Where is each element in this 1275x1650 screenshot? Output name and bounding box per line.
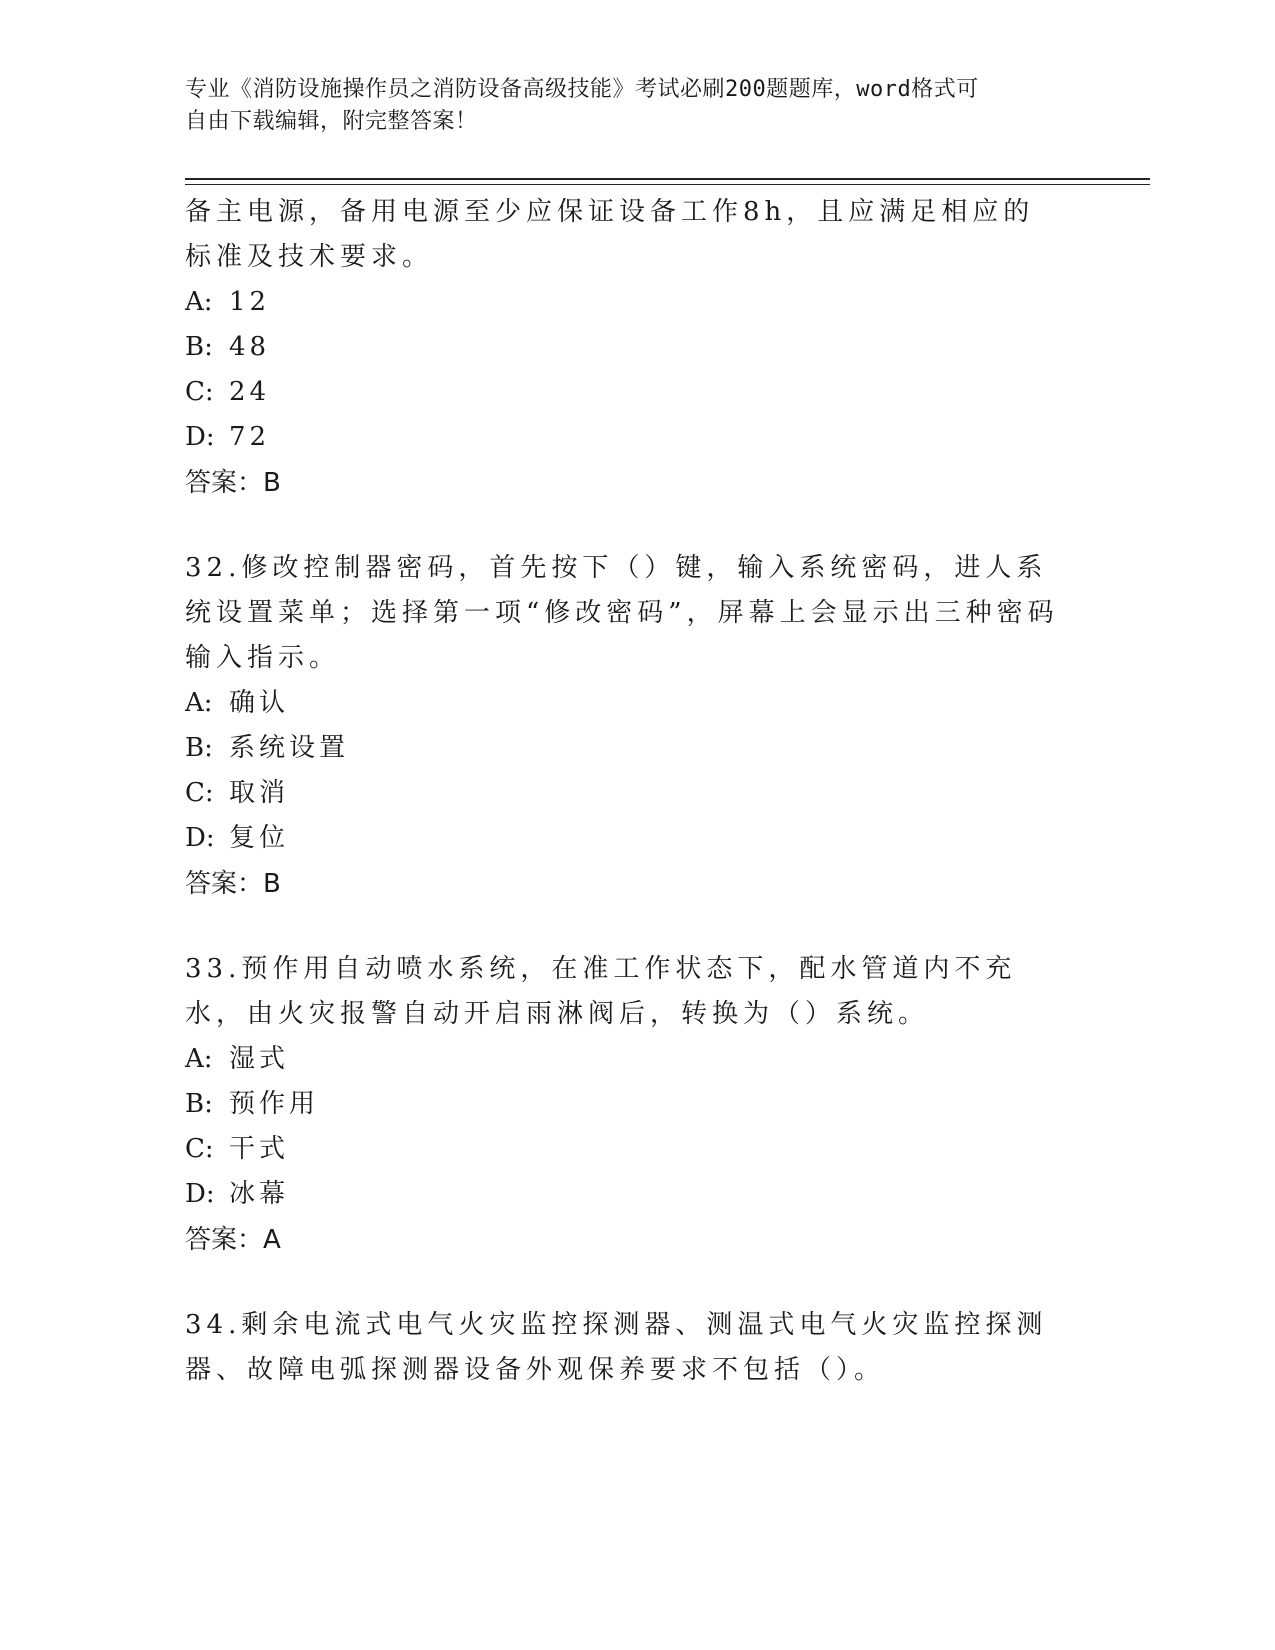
option-c [185, 1127, 1065, 1172]
question-block [185, 190, 1065, 506]
option-b [185, 325, 1065, 370]
option-key: A: [185, 1044, 213, 1074]
question-text: 32.修改控制器密码，首先按下（）键，输入系统密码，进人系统设置菜单；选择第一项“修改密码”，屏幕上会显示出三种密码输入指示。 [185, 553, 1059, 673]
option-value: 冰幕 [229, 1179, 290, 1209]
option-c [185, 370, 1065, 415]
question-text: 备主电源，备用电源至少应保证设备工作8h，且应满足相应的标准及技术要求。 [185, 197, 1035, 272]
option-value: 72 [229, 422, 271, 452]
option-key: C: [185, 377, 214, 407]
answer-line: 答案：A [185, 1225, 281, 1255]
option-a [185, 681, 1065, 726]
option-key: B: [185, 332, 213, 362]
option-key: D: [185, 422, 215, 452]
option-value: 24 [229, 377, 271, 407]
question-text: 34.剩余电流式电气火灾监控探测器、测温式电气火灾监控探测器、故障电弧探测器设备外观保养要求不包括（）。 [185, 1310, 1048, 1385]
option-key: B: [185, 733, 213, 763]
question-block [185, 947, 1065, 1263]
option-key: A: [185, 688, 213, 718]
option-value: 湿式 [229, 1044, 290, 1074]
question-list [185, 190, 1065, 1393]
option-key: A: [185, 287, 213, 317]
option-key: D: [185, 823, 215, 853]
option-value: 预作用 [229, 1089, 320, 1119]
header-rule-thick [185, 178, 1150, 180]
option-b [185, 726, 1065, 771]
answer-line: 答案：B [185, 468, 281, 498]
header-rule-thin [185, 184, 1150, 185]
option-value: 确认 [229, 688, 290, 718]
option-key: C: [185, 778, 214, 808]
answer-line: 答案：B [185, 869, 281, 899]
option-key: B: [185, 1089, 213, 1119]
option-d [185, 415, 1065, 460]
option-value: 12 [229, 287, 271, 317]
option-value: 复位 [229, 823, 290, 853]
header-line-1: 专业《消防设施操作员之消防设备高级技能》考试必刷200题题库，word格式可 [185, 77, 979, 102]
option-value: 取消 [229, 778, 290, 808]
option-b [185, 1082, 1065, 1127]
option-c [185, 771, 1065, 816]
question-block [185, 546, 1065, 907]
option-d [185, 1172, 1065, 1217]
option-a [185, 280, 1065, 325]
document-header [185, 74, 1065, 138]
option-value: 干式 [229, 1134, 290, 1164]
option-a [185, 1037, 1065, 1082]
header-line-2: 自由下载编辑，附完整答案！ [185, 109, 478, 134]
option-d [185, 816, 1065, 861]
question-block [185, 1303, 1065, 1393]
question-text: 33.预作用自动喷水系统，在准工作状态下，配水管道内不充水，由火灾报警自动开启雨淋阀后，转换为（）系统。 [185, 954, 1017, 1029]
option-key: C: [185, 1134, 214, 1164]
option-key: D: [185, 1179, 215, 1209]
option-value: 48 [229, 332, 271, 362]
option-value: 系统设置 [229, 733, 350, 763]
